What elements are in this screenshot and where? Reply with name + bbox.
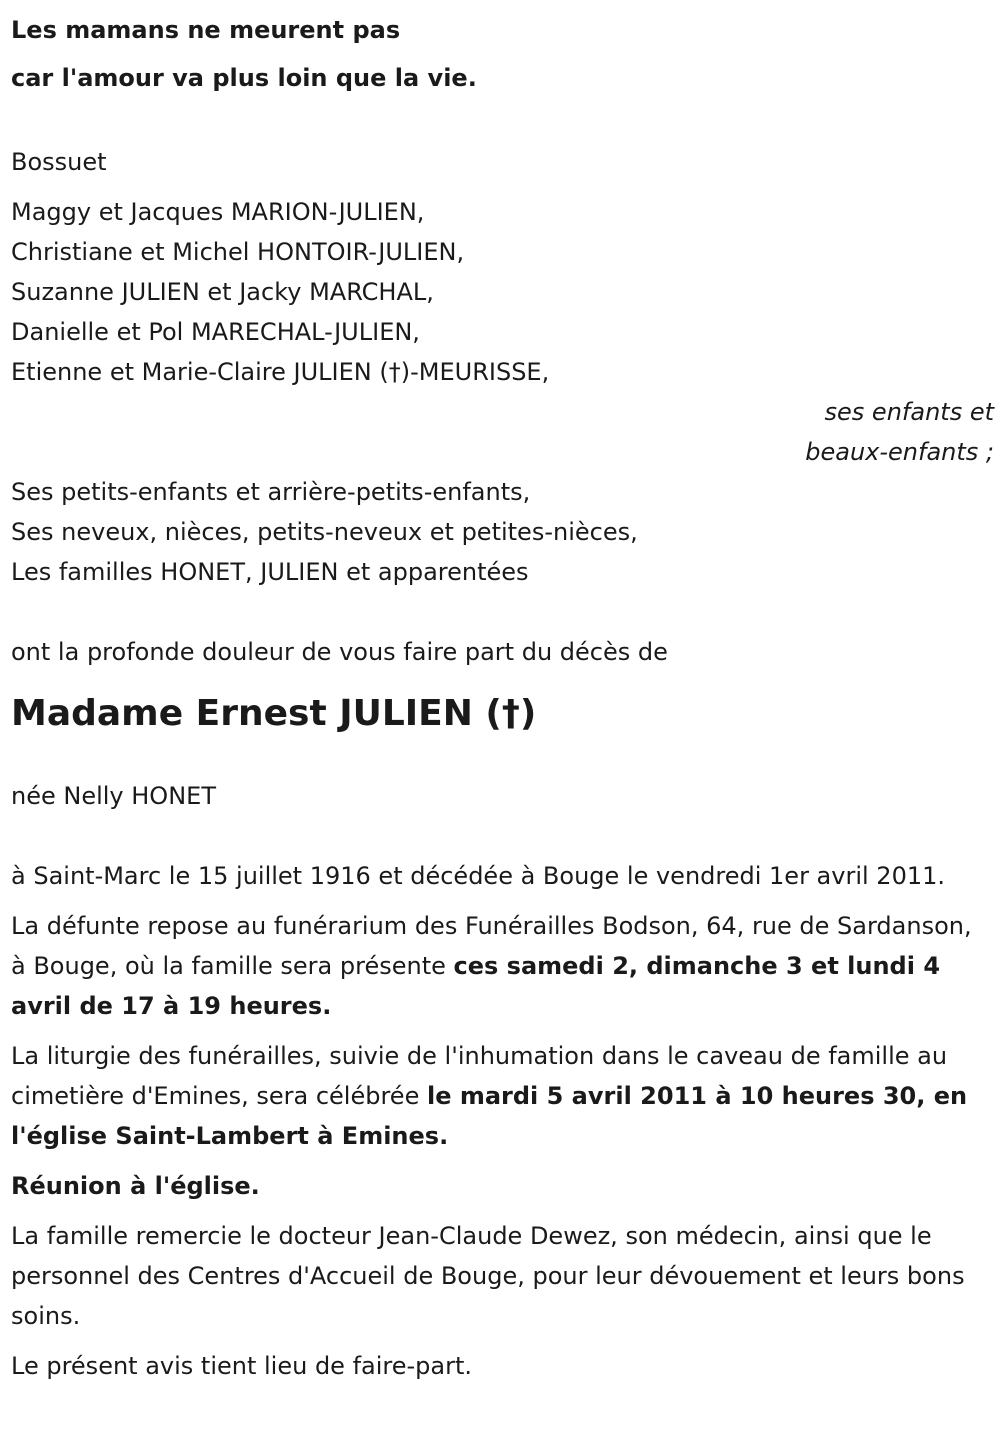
repose-text: La défunte repose au funérarium des Funérailles Bodson, 64, rue de Sardanson, à Bouge, où la famille sera présente bbox=[11, 912, 972, 980]
child-entry: Danielle et Pol MARECHAL-JULIEN, bbox=[11, 318, 420, 346]
child-entry: Etienne et Marie-Claire JULIEN (†)-MEURISSE, bbox=[11, 358, 550, 386]
child-entry: Maggy et Jacques MARION-JULIEN, bbox=[11, 198, 425, 226]
epigraph-attribution: Bossuet bbox=[11, 148, 107, 176]
epigraph-line-1: Les mamans ne meurent pas bbox=[11, 16, 401, 44]
announcement-text: ont la profonde douleur de vous faire part du décès de bbox=[11, 638, 668, 666]
birth-death-details: à Saint-Marc le 15 juillet 1916 et décédée à Bouge le vendredi 1er avril 2011. bbox=[11, 862, 946, 890]
child-entry: Suzanne JULIEN et Jacky MARCHAL, bbox=[11, 278, 434, 306]
maiden-name: née Nelly HONET bbox=[11, 782, 216, 810]
repose-paragraph bbox=[11, 906, 991, 1026]
thanks-paragraph: La famille remercie le docteur Jean-Claude Dewez, son médecin, ainsi que le personnel des Centres d'Accueil de Bouge, pour leur dévouement et leurs bons soins. bbox=[11, 1222, 965, 1330]
liturgy-text: La liturgie des funérailles, suivie de l'inhumation dans le caveau de famille au cimetière d'Emines, sera célébrée bbox=[11, 1042, 948, 1110]
children-role bbox=[11, 392, 994, 472]
epigraph-line-2: car l'amour va plus loin que la vie. bbox=[11, 64, 477, 92]
reunion-note: Réunion à l'église. bbox=[11, 1172, 260, 1200]
deceased-name: Madame Ernest JULIEN (†) bbox=[11, 693, 537, 734]
children-list bbox=[11, 192, 991, 392]
funeral-date-place: le mardi 5 avril 2011 à 10 heures 30, en l'église Saint-Lambert à Emines. bbox=[11, 1082, 968, 1150]
obituary-notice bbox=[11, 6, 994, 1396]
liturgy-paragraph bbox=[11, 1036, 991, 1156]
family-entry: Ses petits-enfants et arrière-petits-enfants, bbox=[11, 478, 531, 506]
family-list bbox=[11, 472, 991, 592]
family-entry: Ses neveux, nièces, petits-neveux et petites-nièces, bbox=[11, 518, 638, 546]
child-entry: Christiane et Michel HONTOIR-JULIEN, bbox=[11, 238, 465, 266]
family-entry: Les familles HONET, JULIEN et apparentées bbox=[11, 558, 529, 586]
visiting-hours: ces samedi 2, dimanche 3 et lundi 4 avril de 17 à 19 heures. bbox=[11, 952, 941, 1020]
children-role-line-1: ses enfants et bbox=[824, 398, 994, 426]
children-role-line-2: beaux-enfants ; bbox=[805, 438, 994, 466]
epigraph bbox=[11, 6, 991, 102]
closing-note: Le présent avis tient lieu de faire-part. bbox=[11, 1352, 473, 1380]
